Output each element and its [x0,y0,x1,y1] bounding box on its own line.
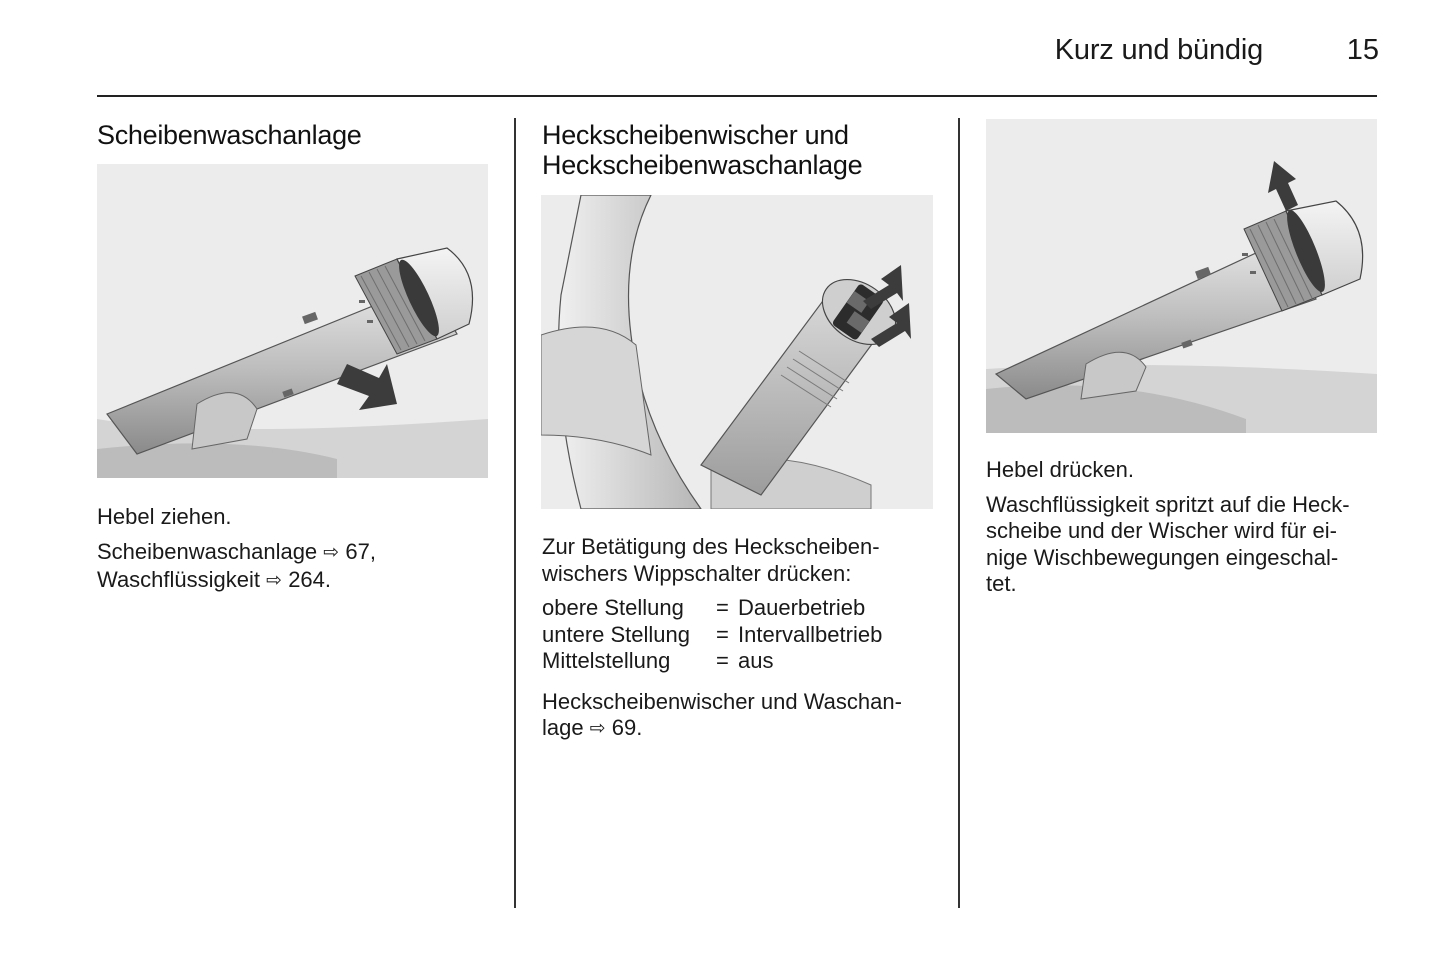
text-line: tet. [986,571,1017,596]
position-value: Dauerbetrieb [738,595,866,620]
running-header-title: Kurz und bündig [1054,34,1263,66]
intro-paragraph [542,534,942,587]
column-2-text [542,534,942,744]
reference-page[interactable]: 264. [288,567,332,592]
heading-line: Heckscheibenwischer und [542,120,849,150]
header-rule [97,95,1377,97]
reference-page[interactable]: 67, [345,538,376,564]
reference-paragraph [542,689,942,744]
position-separator: = [716,621,729,647]
reference-line-2 [97,567,497,596]
text-line: scheibe und der Wischer wird für ei- [986,518,1337,543]
instruction-text: Hebel ziehen. [97,504,232,529]
section-heading-heckscheibenwischer [542,120,942,180]
reference-line-1 [97,539,497,568]
position-label: obere Stellung [542,595,684,620]
position-value: Intervallbetrieb [738,621,883,647]
cross-reference-arrow-icon: ⇨ [266,570,283,591]
wiper-lever-pull-illustration [97,164,488,478]
cross-reference-arrow-icon: ⇨ [323,541,340,563]
text-line: wischers Wippschalter drücken: [542,560,852,586]
cross-reference-arrow-icon: ⇨ [589,718,606,739]
rear-wiper-rocker-switch-illustration [541,195,933,509]
figure-wiper-lever-push [986,119,1377,433]
position-separator: = [716,595,729,620]
column-3-text [986,457,1386,598]
position-label: Mittelstellung [542,648,671,673]
reference-label: Scheibenwaschanlage [97,538,318,564]
wiper-lever-push-illustration [986,119,1377,433]
text-line: Waschflüssigkeit spritzt auf die Heck- [986,491,1350,517]
column-divider-2 [958,118,960,908]
reference-label: Waschflüssigkeit [97,567,261,592]
position-value: aus [738,648,774,673]
text-line: Heckscheibenwischer und Waschan- [542,688,902,714]
column-1-text [97,504,497,596]
instruction-text: Hebel drücken. [986,457,1134,482]
position-separator: = [716,648,729,673]
description-paragraph [986,492,1386,598]
text-line: nige Wischbewegungen eingeschal- [986,544,1339,570]
table-row [542,648,882,675]
page-number: 15 [1346,34,1379,66]
section-heading-scheibenwaschanlage: Scheibenwaschanlage [97,120,362,150]
text-line [542,715,942,744]
text-line: Zur Betätigung des Heckscheiben- [542,534,880,559]
table-row [542,595,882,622]
table-row [542,622,882,649]
reference-label: lage [542,715,584,740]
position-label: untere Stellung [542,621,690,647]
figure-wiper-lever-pull [97,164,488,478]
column-divider-1 [514,118,516,908]
reference-page[interactable]: 69. [611,715,643,740]
switch-positions-table [542,595,882,675]
figure-rear-wiper-switch [541,195,933,509]
heading-line: Heckscheibenwaschanlage [542,150,863,180]
